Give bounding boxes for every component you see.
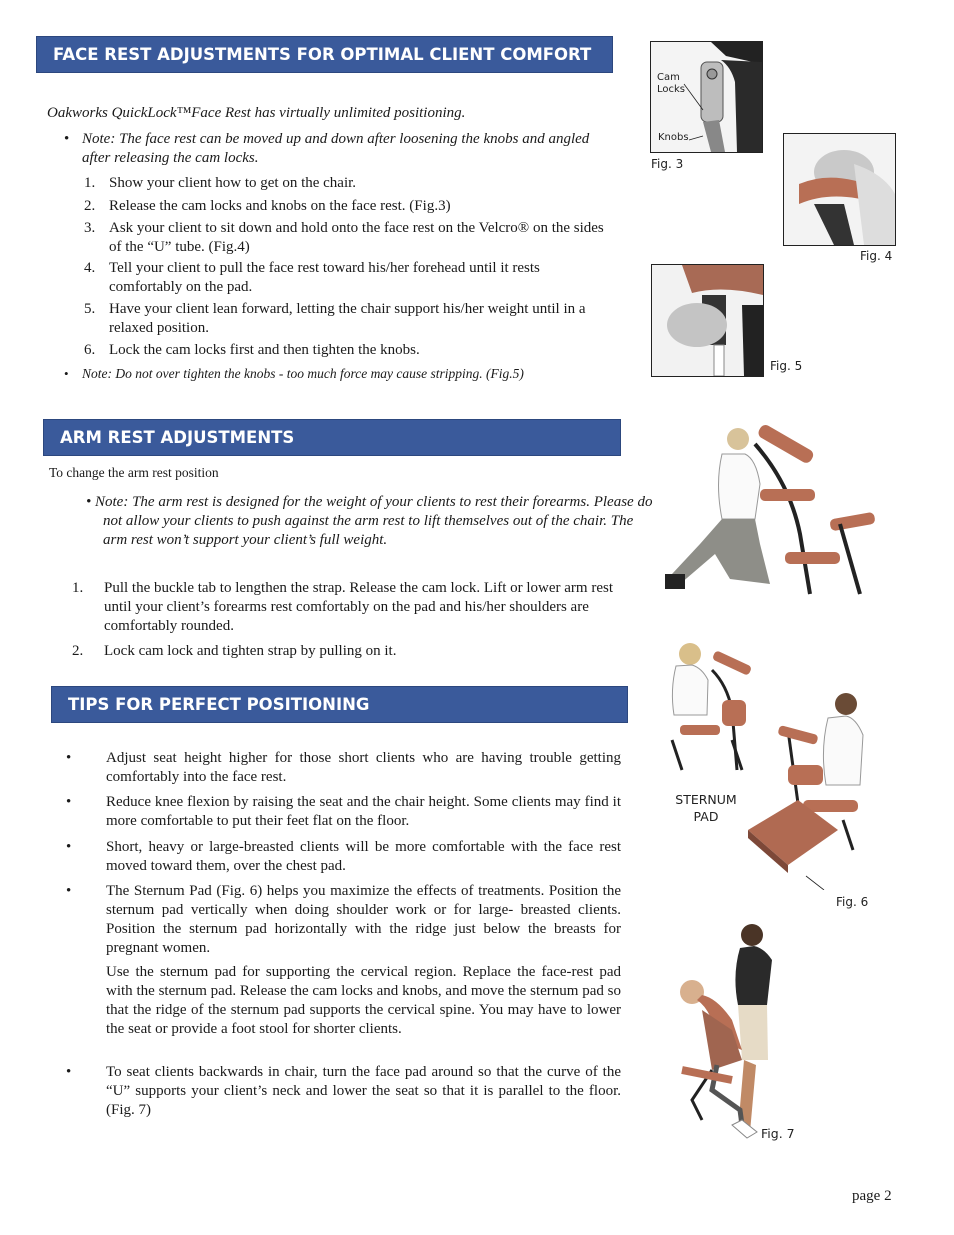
fig5-image bbox=[651, 264, 764, 377]
list-bullet: • bbox=[66, 883, 72, 899]
face-rest-note: Note: The face rest can be moved up and down after loosening the knobs and angled after releasing the cam locks. bbox=[82, 131, 590, 166]
arm-rest-note: • Note: The arm rest is designed for the weight of your clients to rest their forearms. Please do not allow your clients to push against the arm rest to lift themselves out of the chair. The arm rest won’t support your client’s full weight. bbox=[86, 494, 653, 548]
step-number: 4. bbox=[84, 260, 96, 276]
fig7-photo bbox=[672, 920, 782, 1142]
fig4-image bbox=[783, 133, 896, 246]
intro-rest: Face Rest has virtually unlimited positioning. bbox=[191, 105, 466, 121]
list-bullet: • bbox=[66, 794, 72, 810]
step-text: Ask your client to sit down and hold onto the face rest on the Velcro® on the sides of the “U” tube. (Fig.4) bbox=[109, 220, 604, 255]
list-item: Adjust seat height higher for those short clients who are having trouble getting comfortably into the face rest. bbox=[106, 750, 621, 785]
fig7-caption: Fig. 7 bbox=[761, 1126, 795, 1141]
step-number: 2. bbox=[84, 198, 96, 214]
note-bullet: • bbox=[64, 366, 69, 381]
fig3-label-cam-locks: Cam Locks bbox=[657, 72, 686, 95]
list-bullet: • bbox=[66, 839, 72, 855]
step-number: 1. bbox=[72, 580, 84, 596]
fig3-caption: Fig. 3 bbox=[651, 157, 684, 171]
face-rest-heading: FACE REST ADJUSTMENTS FOR OPTIMAL CLIENT COMFORT bbox=[36, 36, 613, 73]
tips-heading: TIPS FOR PERFECT POSITIONING bbox=[51, 686, 628, 723]
arm-rest-subheading: To change the arm rest position bbox=[49, 465, 219, 480]
step-number: 5. bbox=[84, 301, 96, 317]
list-item-continuation: Use the sternum pad for supporting the cervical region. Replace the face-rest pad with the sternum pad. Release the cam locks and knobs, and move the sternum pad so that the ridge of the sternum pad supports the cervical spine. You may have to lower the seat or provide a foot stool for shorter clients. bbox=[106, 964, 621, 1037]
note-bullet: • bbox=[64, 131, 70, 147]
step-number: 2. bbox=[72, 643, 84, 659]
list-item: The Sternum Pad (Fig. 6) helps you maximize the effects of treatments. Position the sternum pad vertically when doing shoulder work or for large- breasted clients. Position the sternum pad horizontally with the ridge just below the breasts for pregnant women. bbox=[106, 883, 621, 956]
list-item: To seat clients backwards in chair, turn the face pad around so that the curve of the “U” supports your client’s neck and lower the seat so that it is parallel to the floor. (Fig. 7) bbox=[106, 1064, 621, 1118]
list-bullet: • bbox=[66, 750, 72, 766]
arm-rest-photo bbox=[660, 424, 880, 606]
step-text: Lock cam lock and tighten strap by pulling on it. bbox=[104, 643, 397, 659]
page-number: page 2 bbox=[852, 1188, 892, 1204]
fig6-photo-vertical bbox=[662, 640, 757, 775]
list-item: Reduce knee flexion by raising the seat and the chair height. Some clients may find it more comfortable to put their feet flat on the floor. bbox=[106, 794, 621, 829]
list-bullet: • bbox=[66, 1064, 72, 1080]
step-text: Tell your client to pull the face rest toward his/her forehead until it rests comfortably on the pad. bbox=[109, 260, 540, 295]
step-number: 1. bbox=[84, 175, 96, 191]
fig6-photo-horizontal bbox=[748, 690, 878, 890]
step-text: Pull the buckle tab to lengthen the strap. Release the cam lock. Lift or lower arm rest until your client’s forearms rest comfortably on the pad and his/her shoulders are comfortably rounded. bbox=[104, 580, 614, 634]
fig4-caption: Fig. 4 bbox=[860, 249, 893, 263]
list-item: Short, heavy or large-breasted clients will be more comfortable with the face rest moved toward them, over the chest pad. bbox=[106, 839, 621, 874]
step-number: 3. bbox=[84, 220, 96, 236]
step-text: Have your client lean forward, letting the chair support his/her weight until in a relaxed position. bbox=[109, 301, 586, 336]
fig6-caption: Fig. 6 bbox=[836, 895, 869, 909]
arm-rest-heading: ARM REST ADJUSTMENTS bbox=[43, 419, 621, 456]
face-rest-warning: Note: Do not over tighten the knobs - too much force may cause stripping. (Fig.5) bbox=[82, 366, 524, 381]
fig5-caption: Fig. 5 bbox=[770, 359, 803, 373]
brand-name: Oakworks QuickLock™ bbox=[47, 105, 192, 121]
step-text: Release the cam locks and knobs on the face rest. (Fig.3) bbox=[109, 198, 451, 214]
step-text: Show your client how to get on the chair. bbox=[109, 175, 357, 191]
step-text: Lock the cam locks first and then tighten the knobs. bbox=[109, 342, 420, 358]
step-number: 6. bbox=[84, 342, 96, 358]
fig3-label-knobs: Knobs bbox=[658, 132, 689, 143]
fig6-label-sternum-pad: STERNUM PAD bbox=[675, 792, 737, 824]
face-rest-intro bbox=[47, 104, 607, 123]
